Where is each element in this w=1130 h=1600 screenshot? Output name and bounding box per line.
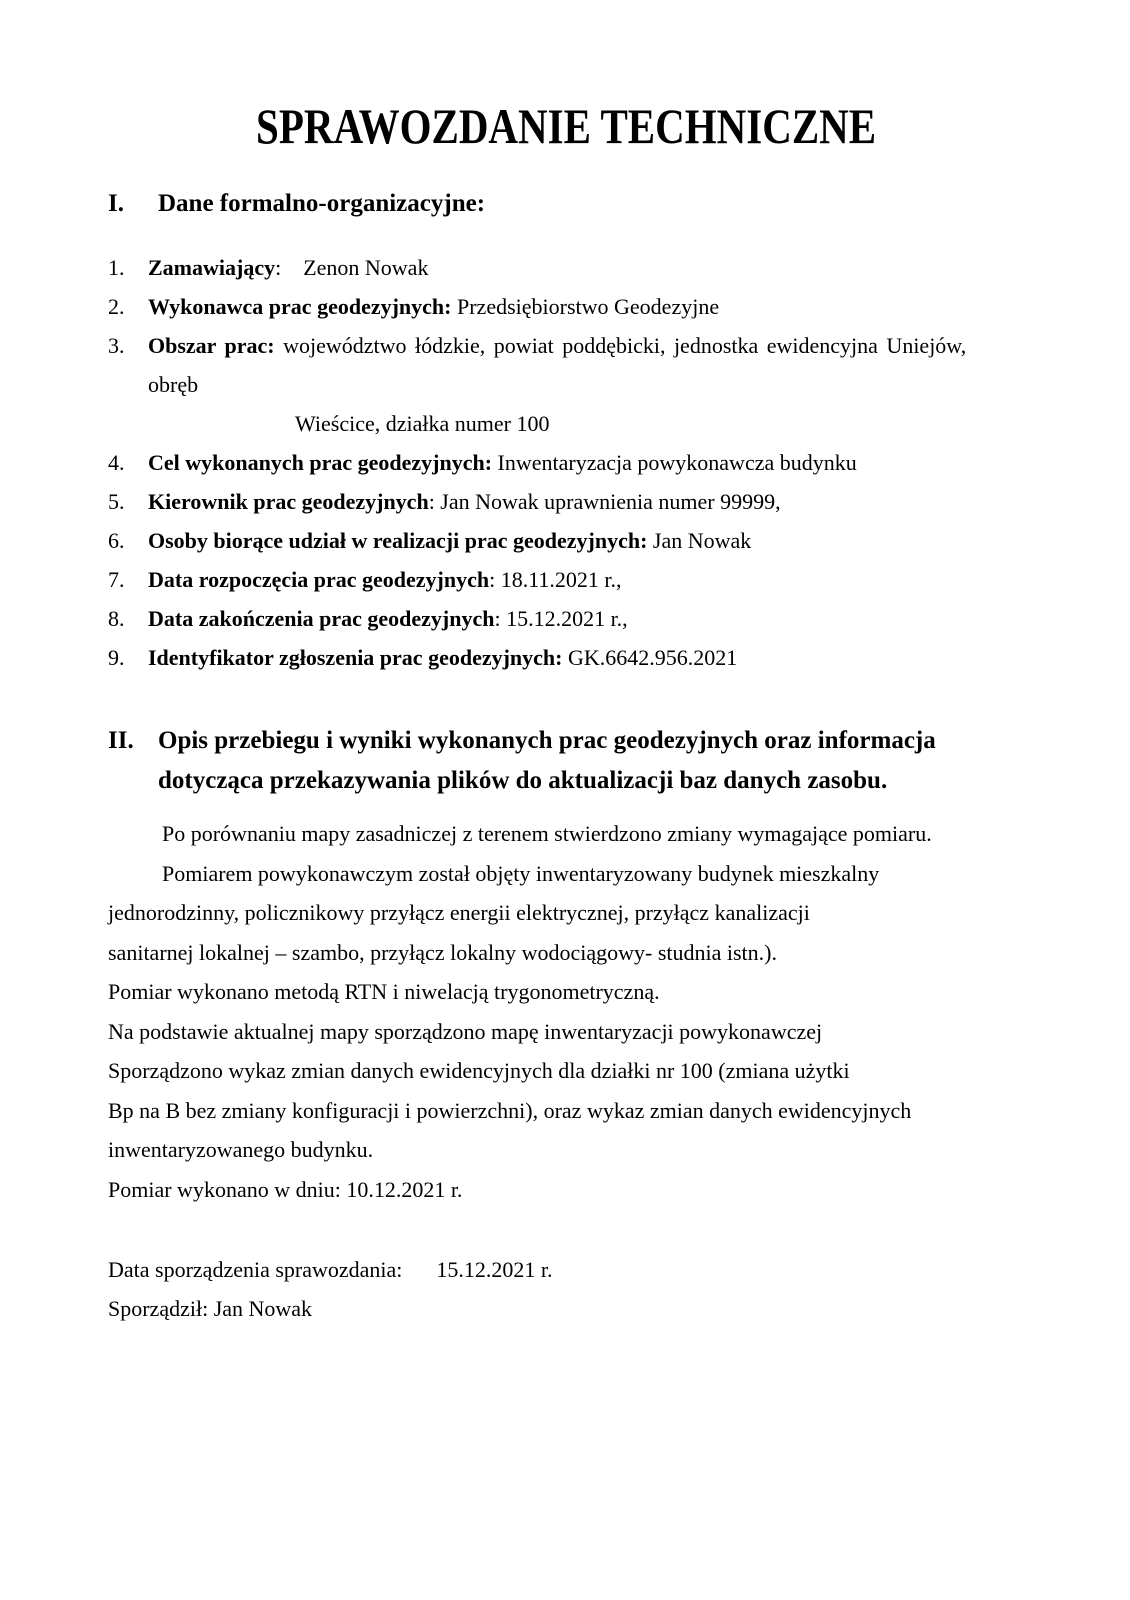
document-title-text: SPRAWOZDANIE TECHNICZNE — [255, 98, 877, 154]
formal-data-list — [108, 248, 1024, 677]
list-item-value: Inwentaryzacja powykonawcza budynku — [492, 450, 857, 475]
list-item-value: : Jan Nowak uprawnienia numer 99999, — [428, 489, 781, 514]
list-item-body — [148, 599, 1024, 638]
list-item-label: Osoby biorące udział w realizacji prac geodezyjnych: — [148, 528, 648, 553]
list-item-number: 8. — [108, 606, 125, 631]
list-item-label: Data zakończenia prac geodezyjnych — [148, 606, 495, 631]
list-item-kierownik — [108, 482, 1024, 521]
list-item-body — [148, 638, 1024, 677]
list-item-label: Kierownik prac geodezyjnych — [148, 489, 429, 514]
list-item-value: GK.6642.956.2021 — [562, 645, 738, 670]
list-item-cel-prac — [108, 443, 1024, 482]
list-item-body — [148, 248, 1024, 287]
list-item-data-zakonczenia — [108, 599, 1024, 638]
list-item-number: 4. — [108, 450, 125, 475]
list-item-line2: Wieścice, działka numer 100 — [295, 411, 550, 436]
list-item-value: : 15.12.2021 r., — [494, 606, 628, 631]
body-line: Na podstawie aktualnej mapy sporządzono mapę inwentaryzacji powykonawczej — [108, 1018, 823, 1044]
body-line: sanitarnej lokalnej – szambo, przyłącz lokalny wodociągowy- studnia istn.). — [108, 939, 777, 965]
section-2-heading-line2: dotycząca przekazywania plików do aktualizacji baz danych zasobu. — [158, 767, 888, 794]
section-1-heading-text: Dane formalno-organizacyjne: — [158, 190, 486, 217]
list-item-body — [148, 287, 1024, 326]
list-item-label: Zamawiający — [148, 255, 276, 280]
list-item-value: : Zenon Nowak — [275, 255, 429, 280]
section-1-heading — [108, 184, 1024, 224]
list-item-body — [148, 326, 1024, 443]
body-line: Bp na B bez zmiany konfiguracji i powierzchni), oraz wykaz zmian danych ewidencyjnych — [108, 1097, 912, 1123]
section-2-number: II. — [108, 727, 134, 754]
list-item-body — [148, 482, 1024, 521]
list-item-number: 3. — [108, 333, 125, 358]
list-item-label: Cel wykonanych prac geodezyjnych: — [148, 450, 493, 475]
document-title — [108, 100, 1024, 152]
report-date-label: Data sporządzenia sprawozdania: — [108, 1257, 403, 1282]
list-item-obszar-prac — [108, 326, 1024, 443]
list-item-body — [148, 560, 1024, 599]
report-date-line — [108, 1250, 1024, 1289]
list-item-number: 6. — [108, 528, 125, 553]
list-item-value: Jan Nowak — [647, 528, 752, 553]
section-1-number: I. — [108, 190, 124, 217]
body-line: Sporządzono wykaz zmian danych ewidencyjnych dla działki nr 100 (zmiana użytki — [108, 1058, 850, 1083]
body-line: Pomiar wykonano metodą RTN i niwelacją trygonometryczną. — [108, 979, 660, 1004]
body-line: Pomiar wykonano w dniu: 10.12.2021 r. — [108, 1176, 463, 1202]
list-item-number: 9. — [108, 645, 125, 670]
list-item-zamawiajacy — [108, 248, 1024, 287]
list-item-number: 2. — [108, 294, 125, 319]
list-item-wykonawca — [108, 287, 1024, 326]
list-item-line1 — [148, 326, 1024, 404]
body-line: jednorodzinny, policznikowy przyłącz energii elektrycznej, przyłącz kanalizacji — [108, 900, 810, 925]
list-item-label: Obszar prac: — [148, 333, 275, 358]
list-item-body — [148, 443, 1024, 482]
list-item-value: województwo łódzkie, powiat poddębicki, jednostka ewidencyjna Uniejów, obręb — [148, 333, 967, 397]
body-line: Pomiarem powykonawczym został objęty inwentaryzowany budynek mieszkalny — [162, 860, 880, 886]
list-item-number: 1. — [108, 255, 125, 280]
list-item-identyfikator — [108, 638, 1024, 677]
list-item-label: Wykonawca prac geodezyjnych: — [148, 294, 452, 319]
report-date-value: 15.12.2021 r. — [436, 1257, 553, 1282]
body-line: Po porównaniu mapy zasadniczej z terenem stwierdzono zmiany wymagające pomiaru. — [162, 821, 932, 846]
section-2-heading — [108, 721, 1024, 801]
body-line: inwentaryzowanego budynku. — [108, 1137, 374, 1162]
list-item-value: : 18.11.2021 r., — [489, 567, 622, 592]
section-2-heading-text — [158, 721, 1024, 801]
list-item-value: Przedsiębiorstwo Geodezyjne — [451, 294, 720, 319]
list-item-osoby — [108, 521, 1024, 560]
report-author-line: Sporządził: Jan Nowak — [108, 1296, 313, 1321]
list-item-label: Data rozpoczęcia prac geodezyjnych — [148, 567, 490, 592]
list-item-body — [148, 521, 1024, 560]
list-item-label: Identyfikator zgłoszenia prac geodezyjnych: — [148, 645, 563, 670]
section-2-heading-line1: Opis przebiegu i wyniki wykonanych prac geodezyjnych oraz informacja — [158, 727, 936, 754]
report-body — [108, 814, 1024, 1209]
report-footer — [108, 1250, 1024, 1328]
list-item-number: 5. — [108, 489, 125, 514]
list-item-number: 7. — [108, 567, 125, 592]
list-item-data-rozpoczecia — [108, 560, 1024, 599]
